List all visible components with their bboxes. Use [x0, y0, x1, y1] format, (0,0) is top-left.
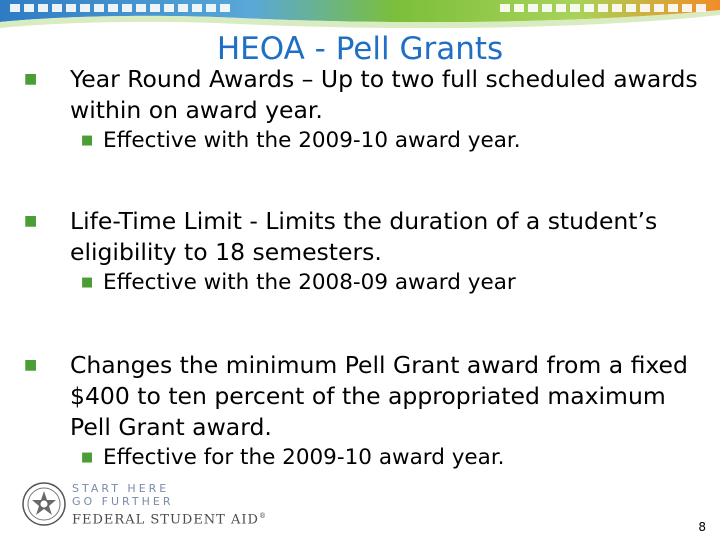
sub-bullet-text: Effective with the 2008-09 award year [103, 270, 516, 295]
bullet-text: Year Round Awards – Up to two full scheduled awards within on award year. [70, 65, 698, 124]
sub-bullet-text: Effective with the 2009-10 award year. [103, 128, 521, 153]
bullet-list [20, 64, 710, 473]
square-bullet-icon: ■ [24, 213, 38, 229]
square-bullet-icon: ■ [81, 133, 94, 148]
logo-line-3: FEDERAL STUDENT AID® [72, 512, 267, 528]
bullet-text: Changes the minimum Pell Grant award from a fixed $400 to ten percent of the appropriated maximum Pell Grant award. [70, 351, 688, 441]
page-number: 8 [698, 520, 706, 534]
logo-line-1: START HERE [72, 482, 170, 495]
square-bullet-icon: ■ [24, 357, 38, 373]
square-bullet-icon: ■ [81, 275, 94, 290]
department-seal-icon [22, 482, 66, 526]
top-banner [0, 0, 720, 34]
federal-student-aid-logo [22, 482, 282, 536]
slide-title: HEOA - Pell Grants [216, 31, 504, 67]
bullet-item [20, 350, 710, 443]
sub-bullet-text: Effective for the 2009-10 award year. [103, 445, 505, 470]
logo-wordmark [72, 482, 267, 528]
sub-bullet-item [20, 443, 710, 473]
bullet-item [20, 206, 710, 268]
bullet-text: Life-Time Limit - Limits the duration of a student’s eligibility to 18 semesters. [70, 207, 658, 266]
logo-line-2: GO FURTHER [72, 495, 174, 508]
sub-bullet-item [20, 126, 710, 156]
banner-graphic [0, 0, 720, 34]
sub-bullet-item [20, 268, 710, 298]
bullet-item [20, 64, 710, 126]
square-bullet-icon: ■ [24, 71, 38, 87]
square-bullet-icon: ■ [81, 450, 94, 465]
